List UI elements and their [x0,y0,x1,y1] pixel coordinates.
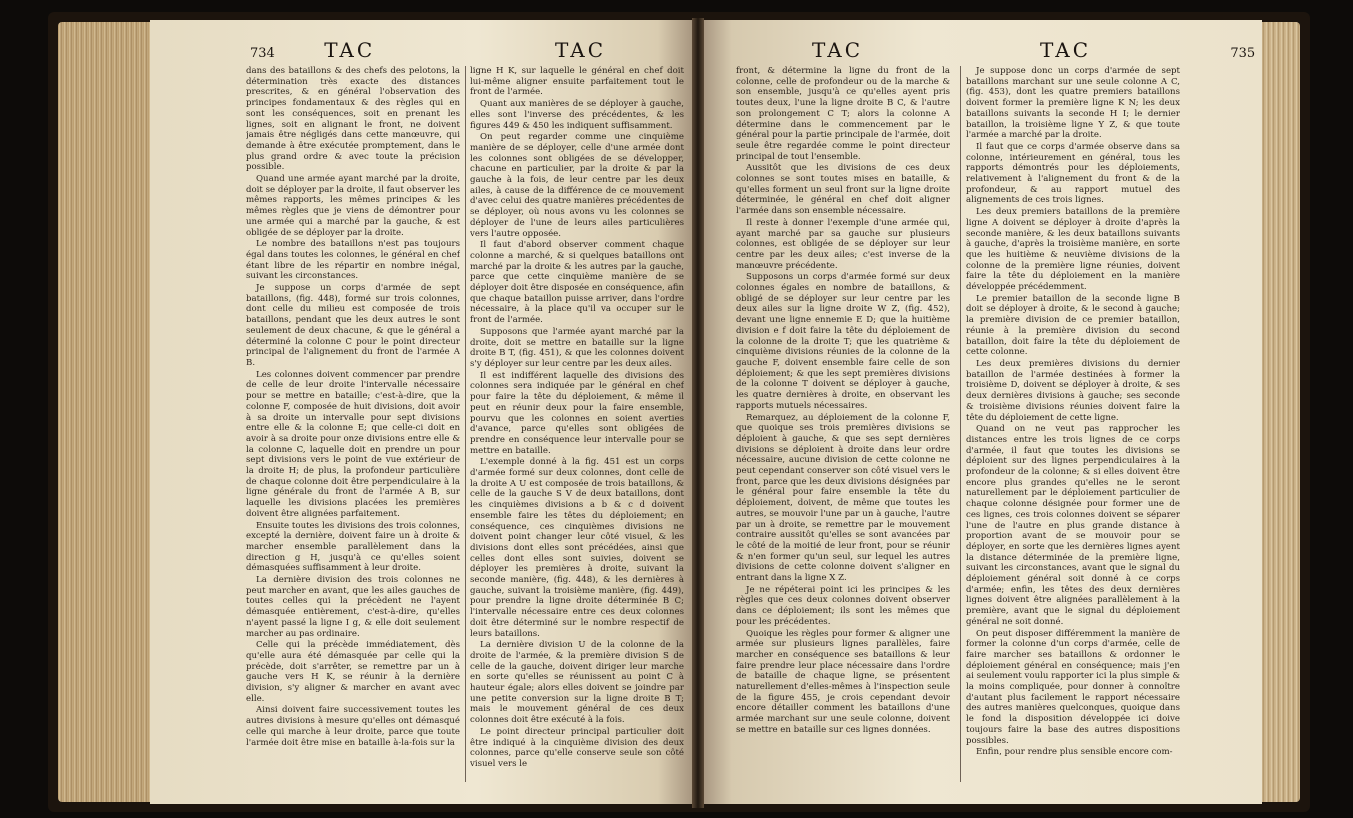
paragraph: Aussitôt que les divisions de ces deux colonnes se sont toutes mises en bataille, & qu'elles forment un seul front sur la ligne droite déterminée, le général en chef doit aligner l'armée dans son ensemble nécessaire. [736,163,950,217]
paragraph: La dernière division des trois colonnes ne peut marcher en avant, que les ailes gauches de toutes celles qui la précèdent ne l'ayent démasquée entièrement, c'est-à-dire, qu'elles n'ayent passé la ligne I g, & elle doit seulement marcher au pas ordinaire. [246,575,460,639]
book-gutter [692,18,704,808]
paragraph: Je suppose un corps d'armée de sept bataillons, (fig. 448), formé sur trois colonnes, dont celle du milieu est composée de trois bataillons, pendant que les deux autres le sont seulement de deux chacune, & que le général a déterminé la colonne C pour le point directeur principal de l'alignement du front de l'armée A B. [246,283,460,368]
right-page-number: 735 [1230,46,1256,61]
left-page-header [250,38,375,68]
paragraph: La dernière division U de la colonne de la droite de l'armée, & la première division S de celle de la gauche, doivent diriger leur marche en sorte qu'elles se réunissent au point C à hauteur égale; alors elles doivent se joindre par une petite conversion sur la ligne droite B T; mais le mouvement général de ces deux colonnes doit être exécuté à la fois. [470,640,684,726]
right-column-1 [736,66,950,786]
paragraph: On peut regarder comme une cinquième manière de se déployer, celle d'une armée dont les colonnes sont obligées de se développer, chacune en particulier, par la droite & par la gauche à la fois, de leur centre par les deux ailes, à cause de la différence de ce mouvement d'avec celui des quatre manières précédentes de se déployer, où nous avons vu les colonnes se déployer de l'une de leurs ailes particulières vers l'autre opposée. [470,132,684,239]
right-column-2 [966,66,1180,786]
paragraph: Le nombre des bataillons n'est pas toujours égal dans toutes les colonnes, le général en chef étant libre de les répartir en nombre inégal, suivant les circonstances. [246,239,460,282]
left-column-2 [470,66,684,786]
right-page-header [1040,38,1255,68]
column-rule-left-page [465,66,466,782]
paragraph: Supposons un corps d'armée formé sur deux colonnes égales en nombre de bataillons, & obligé de se déployer sur leur centre par les deux ailes sur la ligne droite W Z, (fig. 452), devant une ligne ennemie E D; que la huitième division e f doit faire la tête du déploiement de la colonne de la droite T; que les quatrième & cinquième divisions réunies de la colonne de la gauche F, doivent ensemble faire celle de son déploiement; & que les sept premières divisions de la colonne T doivent se déployer à gauche, les quatre dernières à droite, en observant les rapports mutuels nécessaires. [736,272,950,411]
right-page-edges [1260,22,1300,802]
paragraph: L'exemple donné à la fig. 451 est un corps d'armée formé sur deux colonnes, dont celle de la droite A U est composée de trois bataillons, & celle de la gauche S V de deux bataillons, dont les cinquièmes divisions a b & c d doivent ensemble faire les têtes du déploiement; en conséquence, ces cinquièmes divisions ne doivent point changer leur côté visuel, & les divisions dont elles sont précédées, ainsi que celles dont elles sont suivies, doivent se déployer les premières à droite, suivant la seconde manière, (fig. 448), & les dernières à gauche, suivant la troisième manière, (fig. 449), pour prendre la ligne droite déterminée B C; l'intervalle nécessaire entre ces deux colonnes doit être déterminé sur le nombre respectif de leurs bataillons. [470,457,684,639]
paragraph: Quand une armée ayant marché par la droite, doit se déployer par la droite, il faut observer les mêmes rapports, les mêmes principes & les mêmes règles que je viens de démontrer pour une armée qui a marché par la gauche, & est obligée de se déployer par la droite. [246,174,460,238]
column-rule-right-page [960,66,961,782]
paragraph: Quoique les règles pour former & aligner une armée sur plusieurs lignes parallèles, faire marcher en conséquence ses bataillons & leur faire prendre leur place nécessaire dans l'ordre de bataille de chaque ligne, se présentent naturellement d'elles-mêmes à l'inspection seule de la figure 455, je crois cependant devoir encore détailler comment les bataillons d'une armée marchant sur une seule colonne, doivent se mettre en bataille sur ces lignes données. [736,628,950,735]
paragraph: dans des bataillons & des chefs des pelotons, la détermination très exacte des distances prescrites, & en général l'observation des principes fondamentaux & des règles qui en sont les conséquences, soit en prenant les lignes, soit en alignant le front, ne doivent jamais être négligés dans cette manœuvre, qui demande à être exécutée promptement, dans le plus grand ordre & avec toute la précision possible. [246,66,460,173]
paragraph: Quand on ne veut pas rapprocher les distances entre les trois lignes de ce corps d'armée, il faut que toutes les divisions se déploient sur des lignes perpendiculaires à la profondeur de la colonne; & si elles doivent être encore plus grandes qu'elles ne le seront naturellement par le déploiement particulier de chaque colonne désignée pour former une de ces lignes, ces trois colonnes doivent se séparer l'une de l'autre en plus grande distance à proportion avant de se mouvoir pour se déployer, en sorte que les dernières lignes ayent la distance déterminée de la première ligne, suivant les circonstances, avant que le signal du déploiement général soit donné à ce corps d'armée; enfin, les têtes des deux dernières lignes doivent être alignées parallèlement à la première, avant que le signal du déploiement général ne soit donné. [966,424,1180,627]
paragraph: On peut disposer différemment la manière de former la colonne d'un corps d'armée, celle de faire marcher ses bataillons & ordonner le déploiement général en conséquence; mais j'en ai seulement voulu rapporter ici la plus simple & la moins compliquée, pour donner à connoître d'autant plus facilement le rapport nécessaire des autres manières quelconques, quoique dans le fond la disposition développée ici doive toujours faire la base des autres dispositions possibles. [966,628,1180,746]
right-header-word-left: TAC [812,38,863,62]
paragraph: Les deux premiers bataillons de la première ligne A doivent se déployer à droite d'après la seconde manière, & les deux bataillons suivants à gauche, d'après la troisième manière, en sorte que les huitième & neuvième divisions de la colonne de la première ligne réunies, doivent faire la tête du déploiement en la manière développée précédemment. [966,207,1180,293]
paragraph: Il reste à donner l'exemple d'une armée qui, ayant marché par sa gauche sur plusieurs colonnes, est obligée de se déployer sur leur centre par les deux ailes; c'est inverse de la manœuvre précédente. [736,217,950,271]
paragraph: Le point directeur principal particulier doit être indiqué à la cinquième division des deux colonnes, parce qu'elle conserve seule son côté visuel vers le [470,726,684,769]
paragraph: ligne H K, sur laquelle le général en chef doit lui-même aligner ensuite parfaitement tout le front de l'armée. [470,66,684,98]
paragraph: Les deux premières divisions du dernier bataillon de l'armée destinées à former la troisième D, doivent se déployer à droite, & ses deux dernières divisions à gauche; ses seconde & troisième divisions réunies doivent faire la tête du déploiement de cette ligne. [966,358,1180,423]
paragraph: Il est indifférent laquelle des divisions des colonnes sera indiquée par le général en chef pour faire la tête du déploiement, & même il peut en réunir deux pour la faire ensemble, pourvu que les colonnes en soient averties d'avance, parce qu'elles sont obligées de prendre en conséquence leur intervalle pour se mettre en bataille. [470,370,684,456]
paragraph: Je ne répéterai point ici les principes & les règles que ces deux colonnes doivent observer dans ce déploiement; ils sont les mêmes que pour les précédentes. [736,584,950,627]
left-column-1 [246,66,460,786]
paragraph: Remarquez, au déploiement de la colonne F, que quoique ses trois premières divisions se déploient à gauche, & que ses sept dernières divisions se déploient à droite dans leur ordre nécessaire, aucune division de cette colonne ne peut cependant conserver son côté visuel vers le front, parce que les deux divisions désignées par le général pour faire ensemble la tête du déploiement, doivent, de même que toutes les autres, se mouvoir l'une par un à gauche, l'autre par un à droite, se remettre par le mouvement contraire aussitôt qu'elles se sont avancées par le côté de la moitié de leur front, pour se réunir & n'en former qu'un seul, sur lequel les autres divisions de cette colonne doivent s'aligner en entrant dans la ligne X Z. [736,412,950,584]
paragraph: Le premier bataillon de la seconde ligne B doit se déployer à droite, & le second à gauche; la première division de ce premier bataillon, réunie à la première division du second bataillon, doit faire la tête du déploiement de cette colonne. [966,293,1180,358]
paragraph: Supposons que l'armée ayant marché par la droite, doit se mettre en bataille sur la ligne droite B T, (fig. 451), & que les colonnes doivent s'y déployer sur leur centre par les deux ailes. [470,326,684,369]
right-header-word-right: TAC [1040,38,1091,62]
paragraph: Enfin, pour rendre plus sensible encore com- [976,747,1173,758]
paragraph: Il faut d'abord observer comment chaque colonne a marché, & si quelques bataillons ont marché par la droite & les autres par la gauche, parce que cette cinquième manière de se déployer doit être disposée en conséquence, afin que chaque bataillon puisse arriver, dans l'ordre nécessaire, à la place qu'il va occuper sur le front de l'armée. [470,240,684,326]
left-page-edges [58,22,154,802]
paragraph: Les colonnes doivent commencer par prendre de celle de leur droite l'intervalle nécessaire pour se mettre en bataille; c'est-à-dire, que la colonne F, composée de huit divisions, doit avoir à sa droite un intervalle pour sept divisions entre elle & la colonne E; que celle-ci doit en avoir à sa droite pour onze divisions entre elle & la colonne C, laquelle doit en prendre un pour sept divisions vers le point de vue extérieur de la droite H; de plus, la profondeur particulière de chaque colonne doit être perpendiculaire à la ligne générale du front de l'armée A B, sur laquelle les divisions placées les premières doivent être alignées parfaitement. [246,369,460,519]
paragraph: Ainsi doivent faire successivement toutes les autres divisions à mesure qu'elles ont démasqué celle qui marche à leur droite, parce que toute l'armée doit être mise en bataille à-la-fois sur la [246,705,460,748]
paragraph: Celle qui la précède immédiatement, dès qu'elle aura été démasquée par celle qui la précède, doit s'arrêter, se remettre par un à gauche vers H K, se réunir à la dernière division, s'y aligner & marcher en avant avec elle. [246,640,460,704]
paragraph: Il faut que ce corps d'armée observe dans sa colonne, intérieurement en général, tous les rapports démontrés pour les déploiements, relativement à l'alignement du front & de la profondeur, & au rapport mutuel des alignements de ces trois lignes. [966,141,1180,206]
left-page-number: 734 [250,46,275,61]
left-header-word-right: TAC [555,38,606,62]
paragraph: Je suppose donc un corps d'armée de sept bataillons marchant sur une seule colonne A C, (fig. 453), dont les quatre premiers bataillons doivent former la première ligne K N; les deux bataillons suivants la seconde H I; le dernier bataillon, la troisième ligne Y Z, & que toute l'armée a marché par la droite. [966,66,1180,141]
left-header-word-left: TAC [324,38,376,62]
paragraph: front, & détermine la ligne du front de la colonne, celle de profondeur ou de la marche & son ensemble, jusqu'à ce qu'elles ayent pris toutes deux, l'une la ligne droite B C, & l'autre son prolongement C T; alors la colonne A détermine dans le commencement par le général pour la partie principale de l'armée, doit seule être regardée comme le point directeur principal de tout l'ensemble. [736,66,950,162]
paragraph: Quant aux manières de se déployer à gauche, elles sont l'inverse des précédentes, & les figures 449 & 450 les indiquent suffisamment. [470,99,684,131]
paragraph: Ensuite toutes les divisions des trois colonnes, excepté la dernière, doivent faire un à droite & marcher ensemble parallèlement dans la direction g H, jusqu'à ce qu'elles soient démasquées suffisamment à leur droite. [246,520,460,574]
